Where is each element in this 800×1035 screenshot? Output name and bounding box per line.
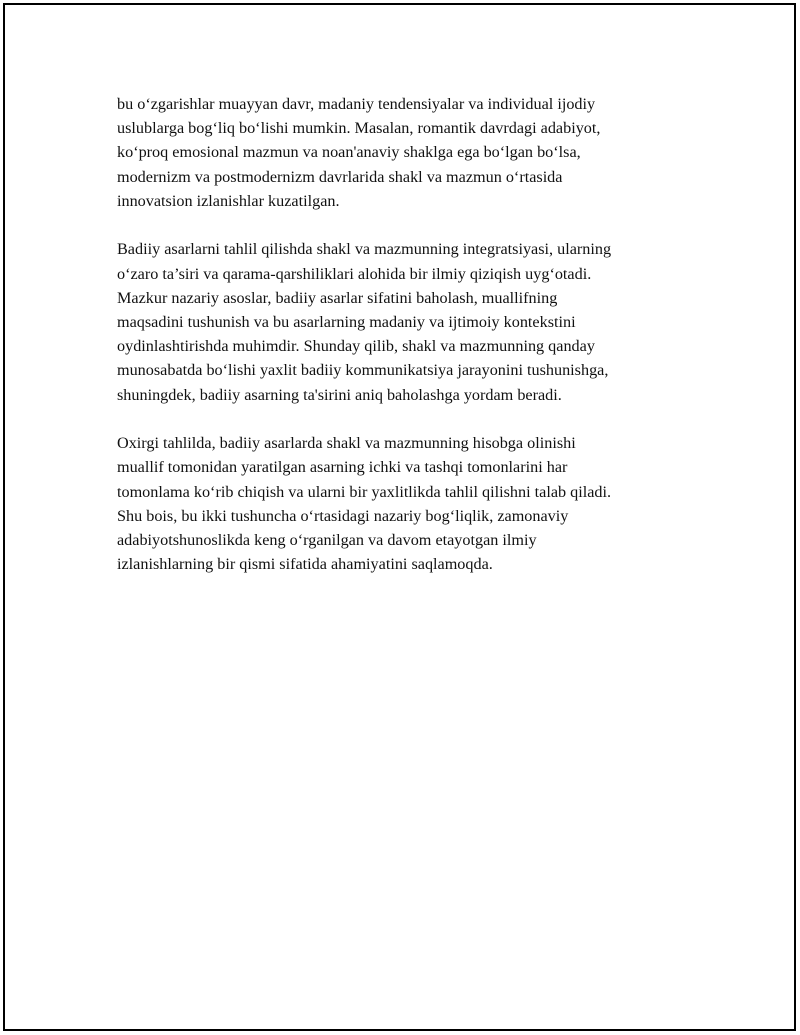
paragraph-line: bu o‘zgarishlar muayyan davr, madaniy tendensiyalar va individual ijodiy (117, 95, 596, 113)
paragraph-line: Badiiy asarlarni tahlil qilishda shakl va mazmunning integratsiyasi, ularning (117, 240, 612, 259)
paragraph-line: oydinlashtirishda muhimdir. Shunday qilib, shakl va mazmunning qanday (117, 337, 595, 356)
paragraph-line: ko‘proq emosional mazmun va noan'anaviy shaklga ega bo‘lgan bo‘lsa, (117, 143, 581, 162)
paragraph-3 (117, 431, 697, 576)
paragraph-line: adabiyotshunoslikda keng o‘rganilgan va davom etayotgan ilmiy (117, 531, 537, 550)
paragraph-line: muallif tomonidan yaratilgan asarning ichki va tashqi tomonlarini har (117, 458, 568, 477)
paragraph-line: uslublarga bog‘liq bo‘lishi mumkin. Masalan, romantik davrdagi adabiyot, (117, 119, 601, 138)
paragraph-line: o‘zaro ta’siri va qarama-qarshiliklari alohida bir ilmiy qiziqish uyg‘otadi. (117, 264, 592, 283)
paragraph-line: Mazkur nazariy asoslar, badiiy asarlar sifatini baholash, muallifning (117, 288, 558, 307)
paragraph-line: munosabatda bo‘lishi yaxlit badiiy kommunikatsiya jarayonini tushunishga, (117, 361, 609, 380)
paragraph-line: izlanishlarning bir qismi sifatida ahamiyatini saqlamoqda. (117, 555, 493, 574)
paragraph-1 (117, 92, 697, 213)
paragraph-line: maqsadini tushunish va bu asarlarning madaniy va ijtimoiy kontekstini (117, 313, 576, 332)
document-body (117, 92, 697, 601)
paragraph-line: shuningdek, badiiy asarning ta'sirini aniq baholashga yordam beradi. (117, 385, 562, 404)
paragraph-2 (117, 237, 697, 406)
paragraph-line: tomonlama ko‘rib chiqish va ularni bir yaxlitlikda tahlil qilishni talab qiladi. (117, 482, 612, 501)
paragraph-line: modernizm va postmodernizm davrlarida shakl va mazmun o‘rtasida (117, 167, 563, 186)
paragraph-line: Oxirgi tahlilda, badiiy asarlarda shakl va mazmunning hisobga olinishi (117, 434, 576, 453)
paragraph-line: innovatsion izlanishlar kuzatilgan. (117, 191, 340, 210)
paragraph-line: Shu bois, bu ikki tushuncha o‘rtasidagi nazariy bog‘liqlik, zamonaviy (117, 506, 569, 525)
